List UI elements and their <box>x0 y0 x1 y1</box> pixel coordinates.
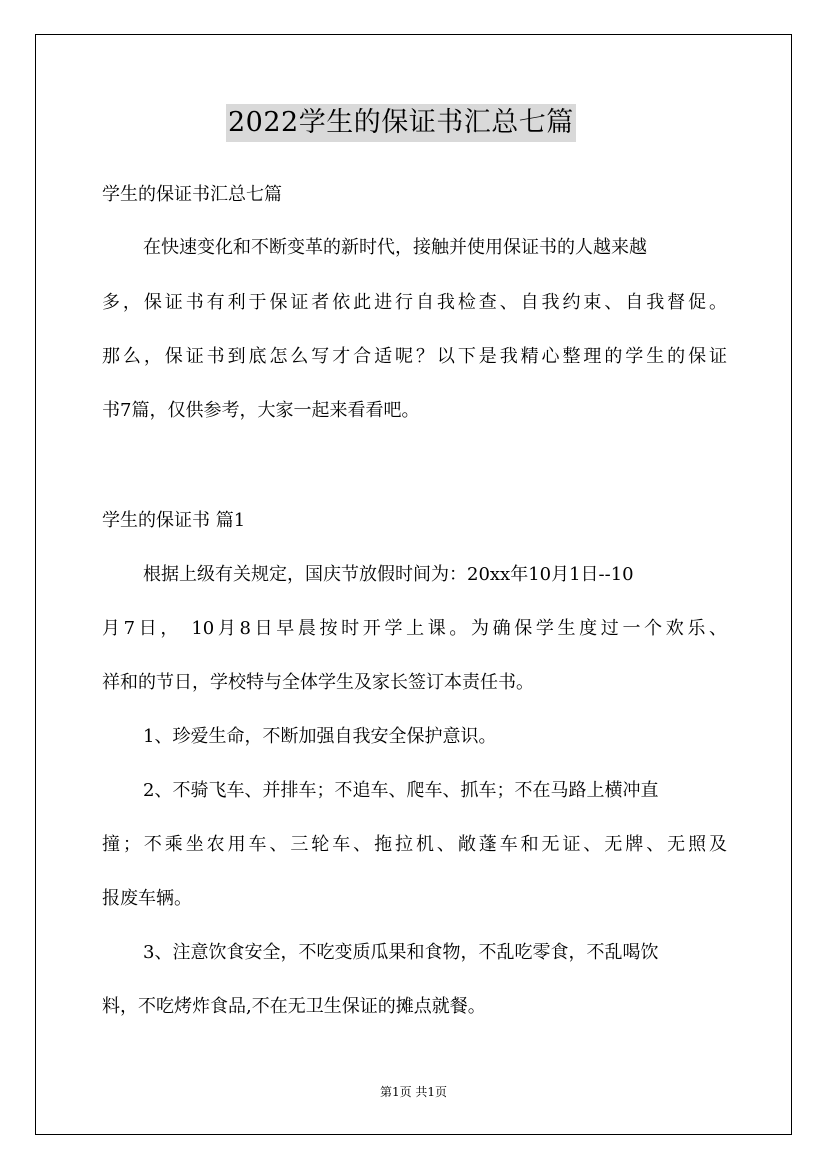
section-heading: 学生的保证书 篇1 <box>102 510 246 531</box>
intro-line-2: 多，保证书有利于保证者依此进行自我检查、自我约束、自我督促。 <box>102 292 727 313</box>
page-number: 第1页 共1页 <box>379 1085 448 1099</box>
document-title: 2022学生的保证书汇总七篇 <box>226 104 576 142</box>
intro-line-1: 在快速变化和不断变革的新时代，接触并使用保证书的人越来越 <box>143 237 647 258</box>
section-line-8: 3、注意饮食安全，不吃变质瓜果和食物，不乱吃零食，不乱喝饮 <box>143 942 659 963</box>
section-line-3: 祥和的节日，学校特与全体学生及家长签订本责任书。 <box>102 672 534 693</box>
section-line-2: 月7日， 10月8日早晨按时开学上课。为确保学生度过一个欢乐、 <box>102 618 727 639</box>
intro-line-4: 书7篇，仅供参考，大家一起来看看吧。 <box>102 400 420 421</box>
section-line-1: 根据上级有关规定，国庆节放假时间为：20xx年10月1日--10 <box>143 564 634 585</box>
section-line-6: 撞；不乘坐农用车、三轮车、拖拉机、敞蓬车和无证、无牌、无照及 <box>102 834 727 855</box>
section-line-4: 1、珍爱生命，不断加强自我安全保护意识。 <box>143 726 497 747</box>
section-line-7: 报废车辆。 <box>102 888 192 909</box>
document-subtitle: 学生的保证书汇总七篇 <box>102 184 282 205</box>
section-line-9: 料，不吃烤炸食品,不在无卫生保证的摊点就餐。 <box>102 996 486 1017</box>
section-line-5: 2、不骑飞车、并排车；不追车、爬车、抓车；不在马路上横冲直 <box>143 780 659 801</box>
intro-line-3: 那么，保证书到底怎么写才合适呢？以下是我精心整理的学生的保证 <box>102 346 727 367</box>
